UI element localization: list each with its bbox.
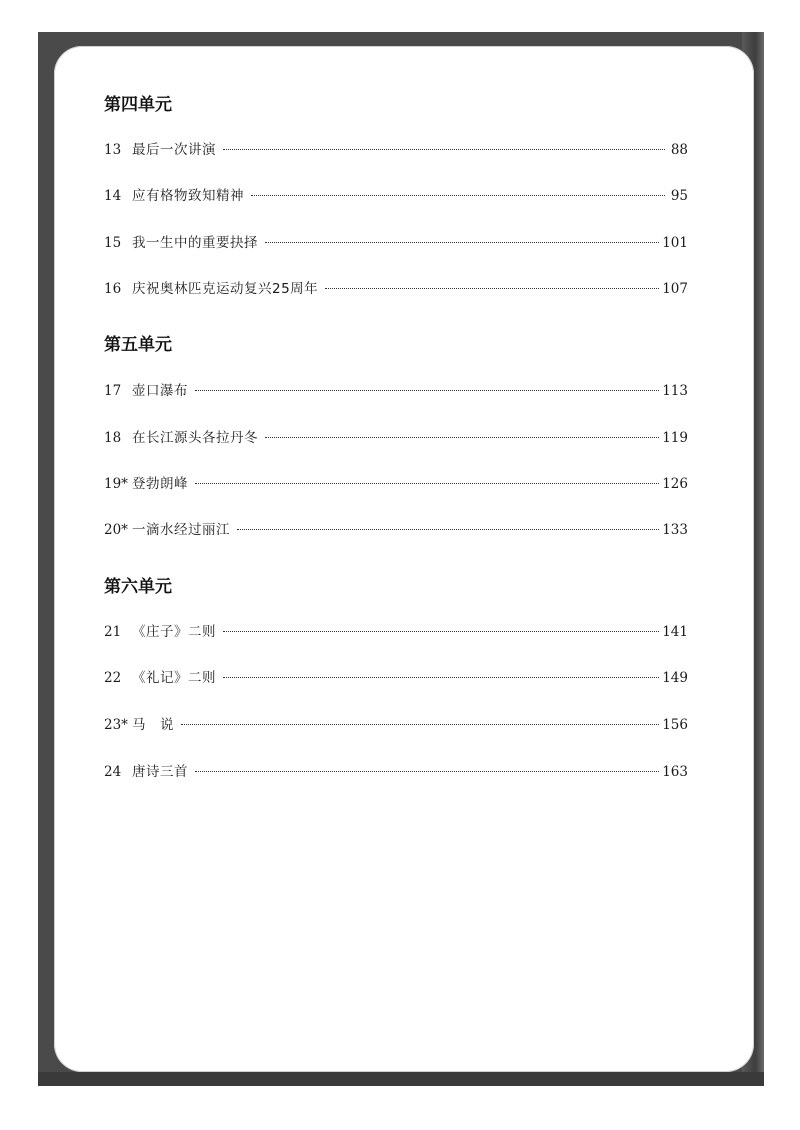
toc-leader-dots	[265, 437, 659, 438]
toc-row[interactable]	[104, 472, 688, 494]
toc-row[interactable]	[104, 760, 688, 782]
toc-page-number: 141	[662, 624, 688, 640]
toc-title: 《礼记》二则	[132, 670, 216, 686]
toc-title: 一滴水经过丽江	[132, 522, 230, 538]
toc-page-number: 113	[662, 383, 688, 399]
toc-title: 登勃朗峰	[132, 476, 188, 492]
toc-number: 13	[104, 142, 122, 158]
toc-leader-dots	[195, 390, 659, 391]
toc-row[interactable]	[104, 666, 688, 688]
toc-number: 17	[104, 383, 122, 399]
toc-page-number: 149	[662, 670, 688, 686]
toc-number: 20*	[104, 522, 128, 538]
toc-row[interactable]	[104, 518, 688, 540]
toc-row[interactable]	[104, 231, 688, 253]
toc-number: 19*	[104, 476, 128, 492]
section-title-unit-6: 第六单元	[104, 577, 172, 597]
toc-title: 在长江源头各拉丹冬	[132, 430, 258, 446]
toc-page-number: 163	[662, 764, 688, 780]
toc-title: 唐诗三首	[132, 764, 188, 780]
toc-page-number: 101	[662, 235, 688, 251]
section-title-unit-5: 第五单元	[104, 335, 172, 355]
toc-page-number: 95	[670, 188, 688, 204]
toc-title: 最后一次讲演	[132, 142, 216, 158]
section-title-unit-4: 第四单元	[104, 95, 172, 115]
toc-row[interactable]	[104, 138, 688, 160]
toc-row[interactable]	[104, 379, 688, 401]
toc-page-number: 88	[670, 142, 688, 158]
toc-leader-dots	[223, 631, 659, 632]
toc-leader-dots	[251, 195, 665, 196]
toc-number: 23*	[104, 717, 128, 733]
toc-leader-dots	[237, 529, 659, 530]
toc-number: 21	[104, 624, 122, 640]
toc-row[interactable]	[104, 426, 688, 448]
toc-row[interactable]	[104, 713, 688, 735]
toc-page-number: 133	[662, 522, 688, 538]
toc-title: 庆祝奥林匹克运动复兴25周年	[132, 281, 319, 297]
toc-number: 14	[104, 188, 122, 204]
toc-page-number: 156	[662, 717, 688, 733]
toc-leader-dots	[325, 288, 659, 289]
toc-leader-dots	[265, 242, 659, 243]
toc-page-number: 107	[662, 281, 688, 297]
toc-leader-dots	[195, 771, 659, 772]
toc-leader-dots	[181, 724, 659, 725]
toc-leader-dots	[223, 149, 665, 150]
toc-title: 《庄子》二则	[132, 624, 216, 640]
toc-page-number: 126	[662, 476, 688, 492]
toc-number: 18	[104, 430, 122, 446]
toc-number: 24	[104, 764, 122, 780]
toc-row[interactable]	[104, 184, 688, 206]
toc-title: 马 说	[132, 717, 174, 733]
toc-leader-dots	[195, 483, 659, 484]
toc-leader-dots	[223, 677, 659, 678]
toc-number: 15	[104, 235, 122, 251]
toc-page-number: 119	[662, 430, 688, 446]
toc-row[interactable]	[104, 277, 688, 299]
toc-row[interactable]	[104, 620, 688, 642]
toc-title: 应有格物致知精神	[132, 188, 244, 204]
toc-title: 我一生中的重要抉择	[132, 235, 258, 251]
toc-number: 16	[104, 281, 122, 297]
scan-edge-bottom	[38, 1072, 764, 1086]
toc-title: 壶口瀑布	[132, 383, 188, 399]
toc-number: 22	[104, 670, 122, 686]
